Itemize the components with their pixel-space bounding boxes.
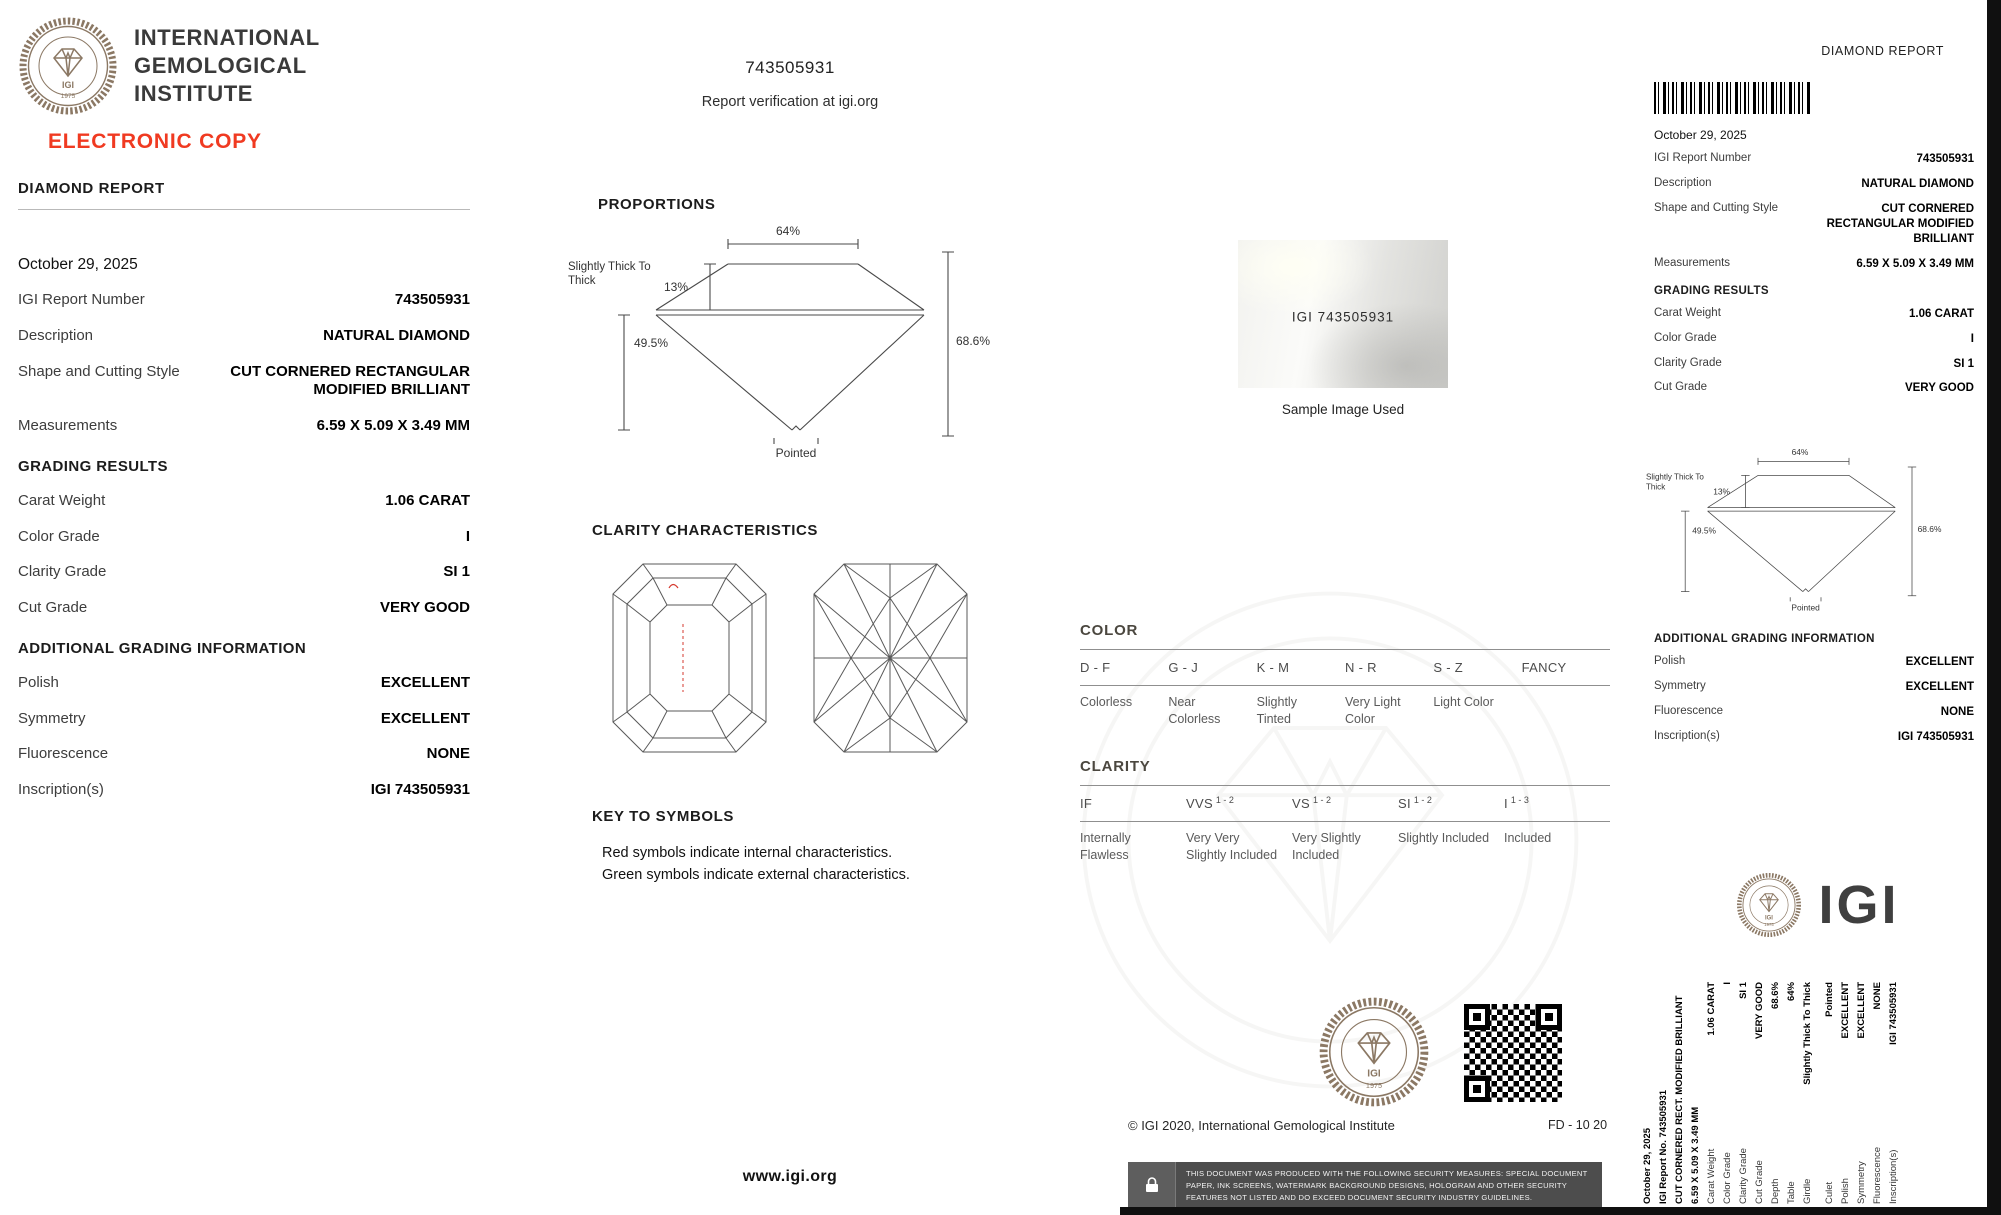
proportions-heading: PROPORTIONS <box>598 196 716 213</box>
clarity-grade: SI <box>1398 795 1411 811</box>
color-grade: D - F <box>1080 660 1111 675</box>
field-label: Inscription(s) <box>18 781 104 798</box>
field-label: Shape and Cutting Style <box>18 362 180 380</box>
stub-additional-info <box>1654 620 1974 745</box>
report-left-panel <box>18 16 470 800</box>
strip-row: Cut Grade VERY GOOD <box>1754 982 1765 1204</box>
security-notice-text: THIS DOCUMENT WAS PRODUCED WITH THE FOLLOWING SECURITY MEASURES: SPECIAL DOCUMENT PAPER, INK SCREENS, WATERMARK BACKGROUND DESIGNS, HOLOGRAM AND OTHER SECURITY FEATURES NOT LISTED AND DO EXCEED DOCUMENT SECURITY INDUSTRY GUIDELINES. <box>1186 1169 1588 1202</box>
field-row <box>18 492 470 511</box>
field-label: Symmetry <box>18 709 86 727</box>
strip-row: Table 64% <box>1786 982 1797 1204</box>
field-row <box>1654 177 1974 192</box>
field-label: Description <box>1654 176 1712 189</box>
field-value: VERY GOOD <box>1904 382 1974 395</box>
field-value: IGI 743505931 <box>370 781 470 798</box>
igi-seal-stamp <box>1318 996 1430 1108</box>
igi-seal-icon <box>18 16 118 116</box>
strip-row: Carat Weight 1.06 CARAT <box>1706 982 1717 1204</box>
verification-note: Report verification at igi.org <box>701 94 879 110</box>
field-label: Fluorescence <box>1654 704 1724 717</box>
field-row <box>18 528 470 547</box>
field-label: Cut Grade <box>18 599 88 616</box>
color-desc: Colorless <box>1080 695 1133 709</box>
field-label: Color Grade <box>1654 331 1717 344</box>
strip-date: October 29, 2025 <box>1642 1127 1653 1204</box>
field-row <box>18 291 470 310</box>
strip-content <box>1642 982 1900 1204</box>
clarity-scale-block <box>1080 758 1610 864</box>
field-row <box>1654 307 1974 322</box>
pavilion-percent-label: 49.5% <box>1692 525 1717 536</box>
brand-line-3: INSTITUTE <box>134 81 254 107</box>
field-value: EXCELLENT <box>1905 656 1974 668</box>
field-row <box>18 710 470 729</box>
strip-row: Girdle Slightly Thick To Thick <box>1802 982 1813 1204</box>
clarity-diagrams <box>562 558 1018 758</box>
field-value: NONE <box>1940 705 1974 718</box>
color-grade: S - Z <box>1433 660 1463 675</box>
report-middle-panel <box>562 50 1018 930</box>
field-row <box>18 674 470 693</box>
report-number-header: 743505931 <box>745 58 835 77</box>
field-row <box>1654 381 1974 396</box>
field-label: Polish <box>1654 655 1686 667</box>
field-label: Color Grade <box>18 527 100 545</box>
strip-shape: CUT CORNERED RECT. MODIFIED BRILLIANT <box>1674 995 1685 1204</box>
red-internal-symbol <box>669 585 683 693</box>
lock-icon-box <box>1128 1162 1176 1208</box>
field-value: 1.06 CARAT <box>1909 307 1974 320</box>
inscription-text: IGI 743505931 <box>1291 309 1395 325</box>
field-value: NONE <box>426 745 470 763</box>
depth-percent-label: 68.6% <box>956 334 991 348</box>
key-to-symbols-text <box>602 842 910 887</box>
igi-wordmark: IGI <box>1818 875 1900 935</box>
strip-row: Color Grade I <box>1722 982 1733 1204</box>
strip-row: Inscription(s) IGI 743505931 <box>1888 982 1899 1204</box>
clarity-grade: VVS <box>1186 795 1213 811</box>
field-label: Clarity Grade <box>18 563 107 581</box>
field-row <box>18 781 470 800</box>
grading-results-heading: GRADING RESULTS <box>1654 284 1769 297</box>
color-grade: K - M <box>1256 660 1290 675</box>
field-value: NATURAL DIAMOND <box>323 326 470 344</box>
clarity-grade: I <box>1504 795 1508 811</box>
clarity-desc: Internally Flawless <box>1080 830 1131 862</box>
color-desc <box>1522 686 1610 728</box>
field-value: 6.59 X 5.09 X 3.49 MM <box>316 417 470 434</box>
field-label: IGI Report Number <box>1654 152 1752 164</box>
strip-row: Culet Pointed <box>1824 982 1835 1204</box>
proportions-diagram-wrap <box>568 222 1008 462</box>
field-value: SI 1 <box>1953 357 1974 370</box>
page-edge-right <box>1987 0 2001 1215</box>
strip-measurements: 6.59 X 5.09 X 3.49 MM <box>1690 1106 1701 1204</box>
field-label: Carat Weight <box>18 491 106 509</box>
seal-monogram: IGI <box>61 80 75 90</box>
color-desc: Slightly Tinted <box>1256 695 1297 726</box>
field-row <box>18 599 470 618</box>
field-value: EXCELLENT <box>380 673 470 691</box>
website-url: www.igi.org <box>742 1168 838 1185</box>
brand-header <box>18 16 470 116</box>
culet-label: Pointed <box>775 446 817 460</box>
sample-image-block <box>1238 240 1448 417</box>
field-value: I <box>465 527 470 545</box>
stub-igi-logo <box>1652 872 1984 938</box>
strip-row: Depth 68.6% <box>1770 982 1781 1204</box>
qr-code <box>1464 1004 1562 1102</box>
copyright-line: © IGI 2020, International Gemological Institute <box>1128 1118 1395 1133</box>
pavilion-percent-label: 49.5% <box>634 336 669 350</box>
stub-proportions-wrap <box>1646 446 1982 626</box>
page-edge-bottom <box>1120 1207 2001 1215</box>
clarity-grade: VS <box>1292 795 1310 811</box>
field-value: 6.59 X 5.09 X 3.49 MM <box>1856 257 1974 270</box>
field-value: EXCELLENT <box>380 709 470 727</box>
clarity-desc: Very Slightly Included <box>1292 830 1361 862</box>
brand-line-2: GEMOLOGICAL <box>134 52 307 78</box>
table-percent-label: 64% <box>1791 447 1809 458</box>
key-line-green: Green symbols indicate external characteristics. <box>602 867 910 884</box>
clarity-desc: Slightly Included <box>1398 830 1490 845</box>
color-grade: N - R <box>1344 660 1377 675</box>
field-label: Polish <box>18 673 59 691</box>
depth-percent-label: 68.6% <box>1917 524 1942 535</box>
seal-year: 1975 <box>60 93 76 100</box>
clarity-grade-sup: 1 - 3 <box>1510 794 1529 805</box>
brand-name <box>134 24 320 108</box>
stub-date: October 29, 2025 <box>1654 128 1747 142</box>
field-label: Description <box>18 326 94 344</box>
proportions-diagram <box>568 222 1008 462</box>
strip-row: Fluorescence NONE <box>1872 982 1883 1204</box>
stub-rotated-strip <box>1642 982 1900 1204</box>
clarity-grade: IF <box>1080 795 1093 811</box>
field-value: 1.06 CARAT <box>385 491 470 509</box>
barcode <box>1654 82 1812 114</box>
field-row <box>18 363 470 401</box>
clarity-grade-sup: 1 - 2 <box>1312 794 1331 805</box>
field-value: IGI 743505931 <box>1897 730 1974 743</box>
brand-line-1: INTERNATIONAL <box>134 24 320 50</box>
field-row <box>1654 257 1974 272</box>
color-scale-heading: COLOR <box>1080 622 1139 639</box>
field-row <box>1654 357 1974 372</box>
color-desc: Very Light Color <box>1344 695 1401 726</box>
field-value: 743505931 <box>394 291 470 308</box>
color-desc: Light Color <box>1433 695 1494 709</box>
field-value: EXCELLENT <box>1905 680 1974 693</box>
crown-percent-label: 13% <box>664 280 689 294</box>
stub-title: DIAMOND REPORT <box>1821 44 1944 58</box>
form-code: FD - 10 20 <box>1548 1118 1608 1132</box>
seal-monogram: IGI <box>1765 915 1774 922</box>
field-value: SI 1 <box>443 563 470 581</box>
clarity-diagram-crown-view <box>607 558 772 758</box>
grading-results-heading: GRADING RESULTS <box>18 457 168 475</box>
color-grade-row <box>1080 649 1610 686</box>
field-label: Shape and Cutting Style <box>1654 201 1779 214</box>
strip-row: Symmetry EXCELLENT <box>1856 982 1867 1204</box>
stub-fields <box>1654 142 1974 396</box>
stub-proportions-diagram <box>1646 446 1954 614</box>
color-desc-row <box>1080 686 1610 728</box>
igi-seal-icon <box>1736 872 1802 938</box>
clarity-desc: Included <box>1504 830 1552 845</box>
seal-year: 1975 <box>1365 1080 1383 1090</box>
color-desc: Near Colorless <box>1168 695 1221 726</box>
report-title: DIAMOND REPORT <box>18 180 470 210</box>
field-value: 743505931 <box>1916 153 1974 165</box>
key-to-symbols-heading: KEY TO SYMBOLS <box>592 808 735 825</box>
sample-inscription-photo <box>1238 240 1448 388</box>
strip-row: Clarity Grade SI 1 <box>1738 982 1749 1204</box>
strip-report-no: IGI Report No. 743505931 <box>1658 1089 1669 1204</box>
clarity-grade-row <box>1080 785 1610 822</box>
qr-finder-pattern <box>1464 1004 1490 1030</box>
girdle-label: Slightly Thick To Thick <box>1646 473 1704 492</box>
culet-label: Pointed <box>1791 602 1820 613</box>
additional-grading-heading: ADDITIONAL GRADING INFORMATION <box>1654 633 1875 645</box>
field-row <box>1654 332 1974 347</box>
field-row <box>1654 202 1974 247</box>
girdle-label: Slightly Thick To Thick <box>568 261 651 288</box>
crown-percent-label: 13% <box>1713 486 1731 497</box>
field-label: Inscription(s) <box>1654 729 1720 742</box>
field-value: CUT CORNERED RECTANGULAR MODIFIED BRILLIANT <box>230 362 470 399</box>
field-value: I <box>1970 332 1974 345</box>
color-grade: G - J <box>1168 660 1198 675</box>
table-percent-label: 64% <box>775 224 801 238</box>
color-grade: FANCY <box>1521 660 1567 675</box>
clarity-scale-heading: CLARITY <box>1080 757 1151 775</box>
field-row <box>1654 152 1974 167</box>
field-row <box>18 327 470 346</box>
electronic-copy-label: ELECTRONIC COPY <box>48 130 262 153</box>
security-notice-bar <box>1128 1162 1602 1208</box>
qr-finder-pattern <box>1536 1004 1562 1030</box>
additional-grading-heading: ADDITIONAL GRADING INFORMATION <box>18 639 307 657</box>
strip-row: Polish EXCELLENT <box>1840 982 1851 1204</box>
field-label: Measurements <box>18 417 118 434</box>
field-row <box>18 417 470 436</box>
field-label: Symmetry <box>1654 679 1706 692</box>
clarity-grade-sup: 1 - 2 <box>1215 794 1234 805</box>
field-label: Carat Weight <box>1654 306 1721 319</box>
clarity-desc: Very Very Slightly Included <box>1186 830 1278 862</box>
key-line-red: Red symbols indicate internal characteristics. <box>602 845 893 861</box>
field-label: Cut Grade <box>1654 381 1708 394</box>
clarity-grade-sup: 1 - 2 <box>1413 794 1432 805</box>
report-date: October 29, 2025 <box>18 256 138 273</box>
field-row <box>18 745 470 764</box>
field-value: NATURAL DIAMOND <box>1861 177 1974 190</box>
field-label: Clarity Grade <box>1654 356 1722 369</box>
field-label: IGI Report Number <box>18 291 145 308</box>
seal-year: 1975 <box>1764 922 1775 928</box>
sample-image-caption: Sample Image Used <box>1281 402 1405 417</box>
seal-monogram: IGI <box>1367 1068 1381 1080</box>
qr-finder-pattern <box>1464 1076 1490 1102</box>
field-value: VERY GOOD <box>379 599 470 616</box>
field-label: Measurements <box>1654 256 1731 269</box>
field-value: CUT CORNERED RECTANGULAR MODIFIED BRILLIANT <box>1826 202 1974 245</box>
clarity-desc-row <box>1080 822 1610 864</box>
lock-icon <box>1142 1175 1162 1195</box>
clarity-characteristics-heading: CLARITY CHARACTERISTICS <box>592 522 819 539</box>
field-row <box>18 563 470 582</box>
grading-scales <box>1080 622 1610 864</box>
clarity-diagram-pavilion-view <box>808 558 973 758</box>
field-label: Fluorescence <box>18 745 109 763</box>
